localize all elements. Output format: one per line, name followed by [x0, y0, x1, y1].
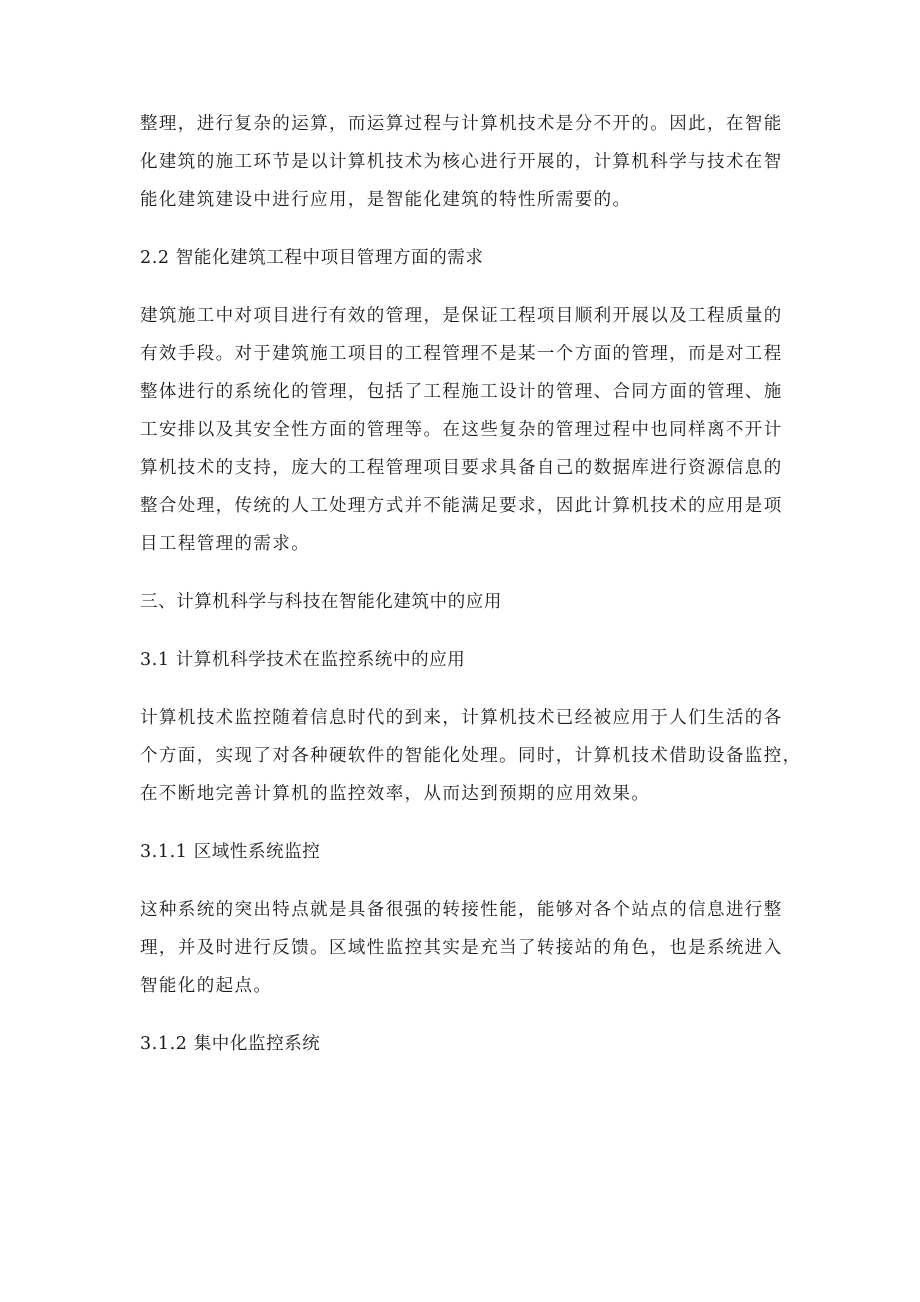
- text-line: 理，并及时进行反馈。区域性监控其实是充当了转接站的角色，也是系统进入: [140, 938, 783, 958]
- text-line: 建筑施工中对项目进行有效的管理，是保证工程项目顺利开展以及工程质量的: [140, 306, 783, 326]
- text-line: 算机技术的支持，庞大的工程管理项目要求具备自己的数据库进行资源信息的: [140, 458, 783, 478]
- paragraph-computing-core: [140, 105, 783, 219]
- heading-section-3: 三、计算机科学与科技在智能化建筑中的应用: [140, 592, 502, 612]
- text-line: 这种系统的突出特点就是具备很强的转接性能，能够对各个站点的信息进行整: [140, 900, 783, 920]
- text-line: 整理，进行复杂的运算，而运算过程与计算机技术是分不开的。因此，在智能: [140, 114, 783, 134]
- heading-2-2: 2.2 智能化建筑工程中项目管理方面的需求: [140, 248, 484, 268]
- text-line: 工安排以及其安全性方面的管理等。在这些复杂的管理过程中也同样离不开计: [140, 420, 783, 440]
- paragraph-project-management: [140, 297, 783, 563]
- text-line: 整合处理，传统的人工处理方式并不能满足要求，因此计算机技术的应用是项: [140, 496, 783, 516]
- heading-3-1: 3.1 计算机科学技术在监控系统中的应用: [140, 650, 466, 670]
- heading-3-1-1: 3.1.1 区域性系统监控: [140, 842, 321, 862]
- text-line: 能化建筑建设中进行应用，是智能化建筑的特性所需要的。: [140, 190, 632, 210]
- text-line: 个方面，实现了对各种硬软件的智能化处理。同时，计算机技术借助设备监控，: [140, 746, 802, 766]
- text-line: 在不断地完善计算机的监控效率，从而达到预期的应用效果。: [140, 784, 651, 804]
- text-line: 计算机技术监控随着信息时代的到来，计算机技术已经被应用于人们生活的各: [140, 708, 783, 728]
- heading-3-1-2: 3.1.2 集中化监控系统: [140, 1034, 321, 1054]
- document-page: [140, 105, 802, 1063]
- text-line: 智能化的起点。: [140, 976, 273, 996]
- text-line: 化建筑的施工环节是以计算机技术为核心进行开展的，计算机科学与技术在智: [140, 152, 783, 172]
- text-line: 整体进行的系统化的管理，包括了工程施工设计的管理、合同方面的管理、施: [140, 382, 783, 402]
- text-line: 目工程管理的需求。: [140, 534, 311, 554]
- text-line: 有效手段。对于建筑施工项目的工程管理不是某一个方面的管理，而是对工程: [140, 344, 783, 364]
- paragraph-monitoring: [140, 699, 802, 813]
- paragraph-regional-monitoring: [140, 891, 783, 1005]
